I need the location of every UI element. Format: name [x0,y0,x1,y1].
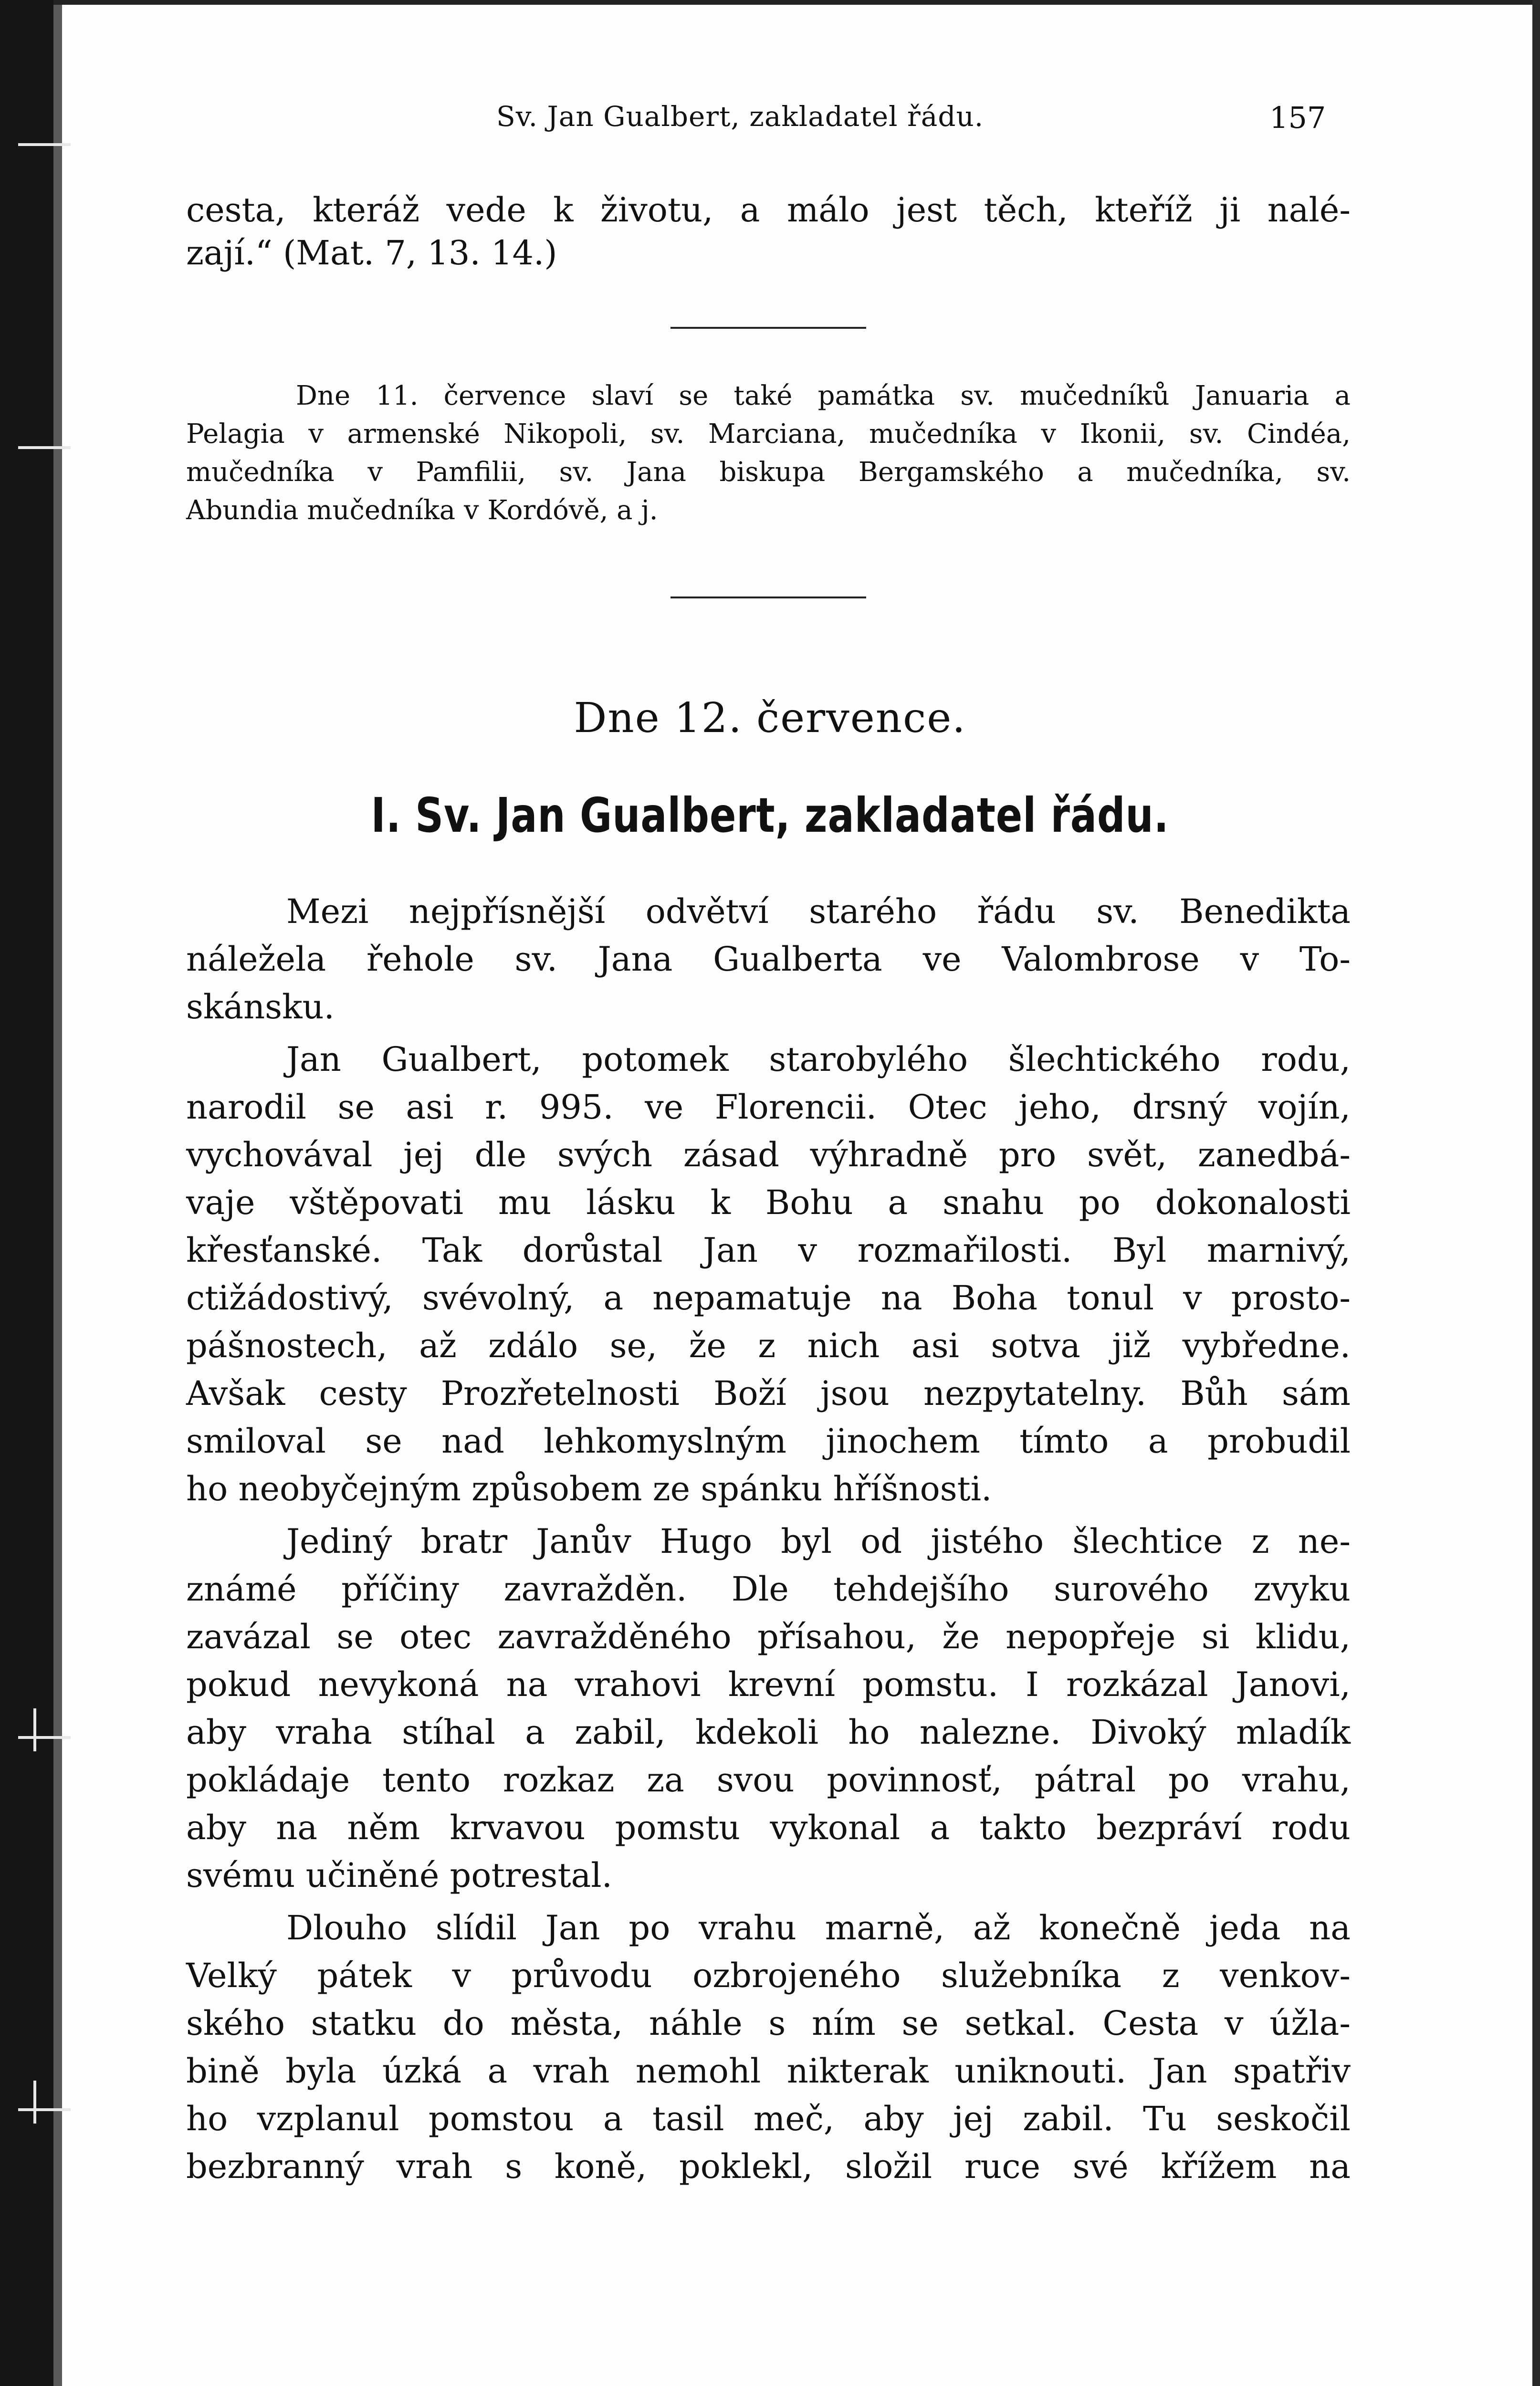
text-line: smiloval se nad lehkomyslným jinochem tímto a probudil [186,1422,1351,1461]
scan-edge-highlight [53,0,62,2386]
text-line: zají.“ (Mat. 7, 13. 14.) [186,233,557,272]
scan-registration-mark [18,143,71,146]
scan-binding-edge [0,0,53,2386]
text-line: cesta, kteráž vede k životu, a málo jest těch, kteříž ji nalé- [186,190,1351,230]
scan-top-edge [53,0,1540,5]
text-line: pokládaje tento rozkaz za svou povinnosť, pátral po vrahu, [186,1760,1351,1800]
text-line: skánsku. [186,987,335,1026]
date-heading: Dne 12. července. [574,694,966,742]
text-line: pokud nevykoná na vrahovi krevní pomstu. I rozkázal Janovi, [186,1665,1351,1704]
text-line: známé příčiny zavražděn. Dle tehdejšího surového zvyku [186,1570,1351,1609]
text-line: zavázal se otec zavražděného přísahou, že nepopřeje si klidu, [186,1617,1351,1656]
text-line: aby na něm krvavou pomstu vykonal a takto bezpráví rodu [186,1808,1351,1847]
note-line: Pelagia v armenské Nikopoli, sv. Marciana, mučedníka v Ikonii, sv. Cindéa, [186,419,1351,450]
scan-registration-mark [18,446,71,449]
text-line: Jan Gualbert, potomek starobylého šlechtického rodu, [286,1040,1351,1079]
text-line: Mezi nejpřísnější odvětví starého řádu sv. Benedikta [286,892,1351,931]
note-line: Abundia mučedníka v Kordóvě, a j. [186,495,658,526]
text-line: náležela řehole sv. Jana Gualberta ve Valombrose v To- [186,940,1351,979]
text-line: vaje vštěpovati mu lásku k Bohu a snahu po dokonalosti [186,1183,1351,1222]
note-line: mučedníka v Pamfilii, sv. Jana biskupa Bergamského a mučedníka, sv. [186,457,1351,488]
running-header: Sv. Jan Gualbert, zakladatel řádu. [496,100,984,133]
text-line: ctižádostivý, svévolný, a nepamatuje na Boha tonul v prosto- [186,1278,1351,1318]
text-line: aby vraha stíhal a zabil, kdekoli ho nalezne. Divoký mladík [186,1713,1351,1752]
text-line: narodil se asi r. 995. ve Florencii. Otec jeho, drsný vojín, [186,1088,1351,1127]
scan-registration-mark [33,2081,36,2124]
note-line: Dne 11. července slaví se také památka sv. mučedníků Januaria a [296,380,1351,411]
article-title: I. Sv. Jan Gualbert, zakladatel řádu. [371,787,1169,843]
scan-registration-mark [18,2108,71,2111]
text-line: vychovával jej dle svých zásad výhradně pro svět, zanedbá- [186,1135,1351,1174]
text-line: Dlouho slídil Jan po vrahu marně, až konečně jeda na [286,1908,1351,1947]
section-divider [670,596,866,598]
text-line: bině byla úzká a vrah nemohl nikterak uniknouti. Jan spatřiv [186,2051,1351,2091]
scan-right-edge [1532,0,1540,2386]
text-line: Jediný bratr Janův Hugo byl od jistého šlechtice z ne- [286,1522,1351,1561]
text-line: křesťanské. Tak dorůstal Jan v rozmařilosti. Byl marnivý, [186,1231,1351,1270]
text-line: bezbranný vrah s koně, poklekl, složil ruce své křížem na [186,2147,1351,2186]
text-line: ského statku do města, náhle s ním se setkal. Cesta v úžla- [186,2004,1351,2043]
text-line: pášnostech, až zdálo se, že z nich asi sotva již vybředne. [186,1326,1351,1365]
text-line: ho neobyčejným způsobem ze spánku hříšnosti. [186,1469,992,1508]
text-line: svému učiněné potrestal. [186,1856,612,1895]
page-number: 157 [1269,100,1326,135]
scan-registration-mark [33,1708,36,1751]
text-line: Avšak cesty Prozřetelnosti Boží jsou nezpytatelny. Bůh sám [186,1374,1351,1413]
text-line: Velký pátek v průvodu ozbrojeného služebníka z venkov- [186,1956,1351,1995]
scan-registration-mark [18,1736,71,1739]
text-line: ho vzplanul pomstou a tasil meč, aby jej zabil. Tu seskočil [186,2099,1351,2138]
section-divider [670,327,866,329]
